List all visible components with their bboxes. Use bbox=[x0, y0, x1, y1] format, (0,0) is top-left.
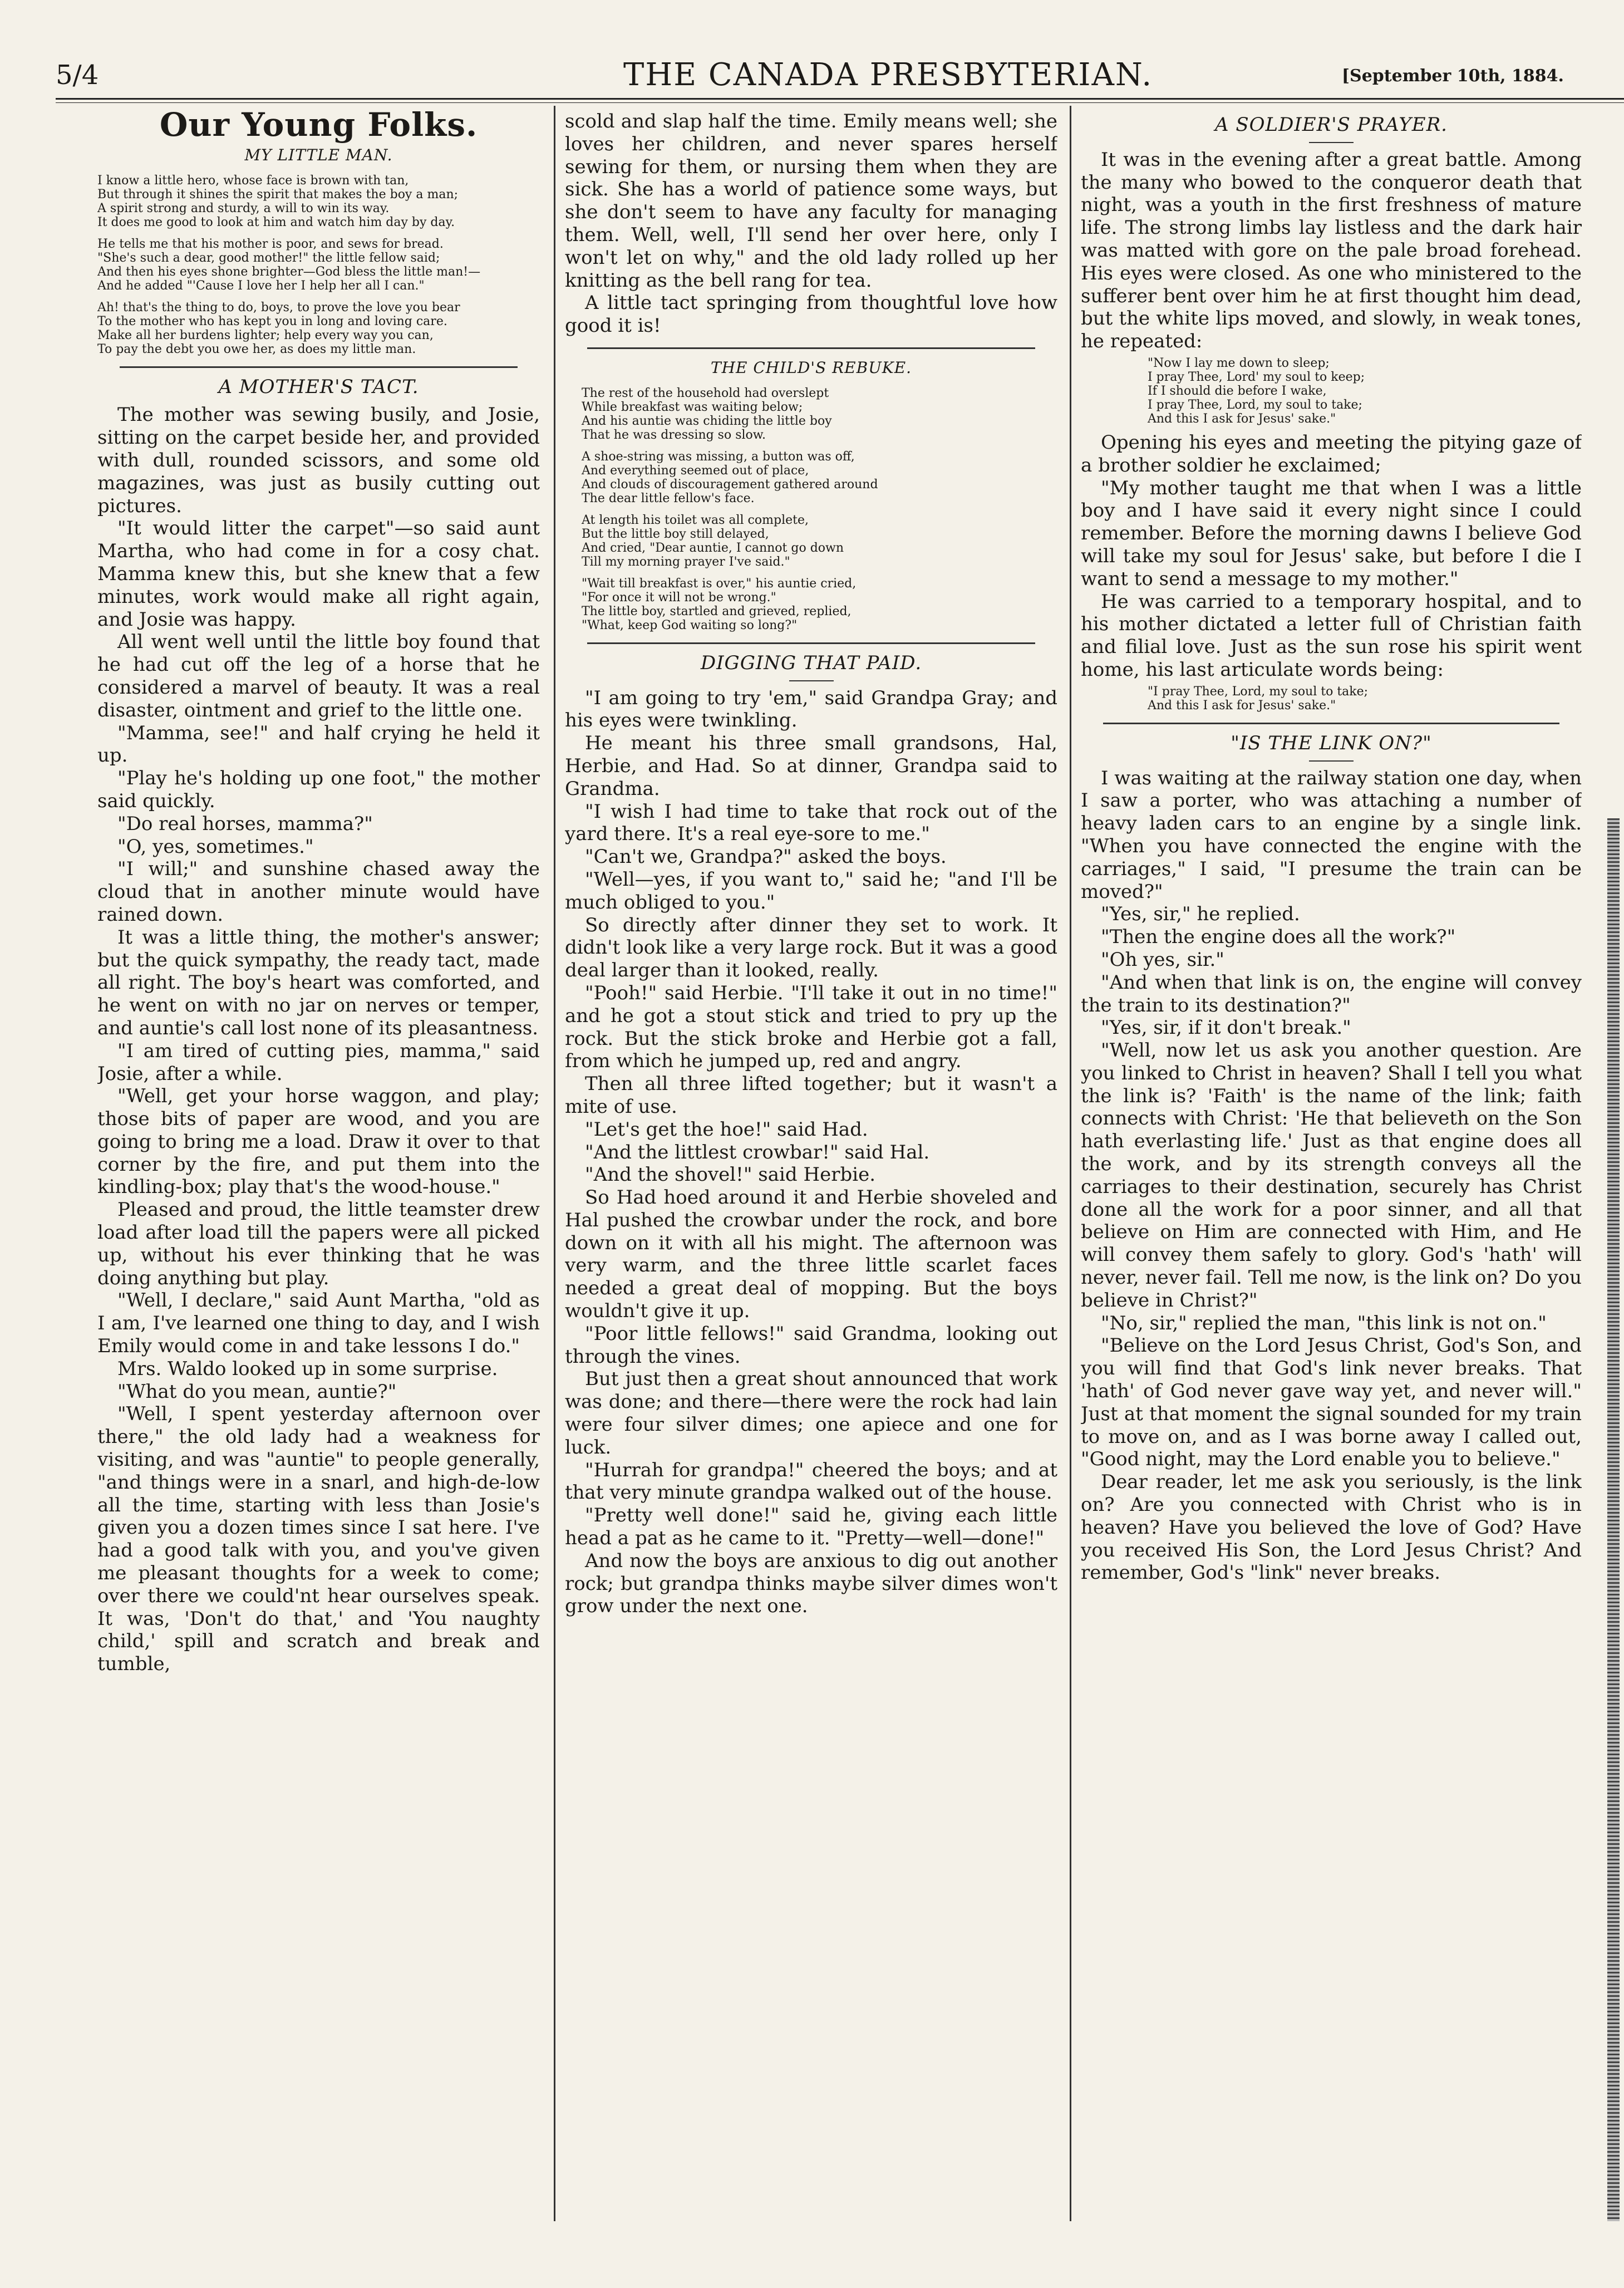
stanza-gap bbox=[565, 505, 1057, 513]
paragraph: "I am tired of cutting pies, mamma," said Josie, after a while. bbox=[97, 1039, 540, 1085]
article-body bbox=[1081, 431, 1582, 681]
header-rule bbox=[56, 98, 1624, 100]
paragraph: "No, sir," replied the man, "this link is not on." bbox=[1101, 1312, 1547, 1334]
column-3 bbox=[1081, 110, 1582, 2226]
verse-line: "Wait till breakfast is over," his auntie cried, bbox=[582, 576, 857, 591]
stanza-gap bbox=[565, 442, 1057, 450]
verse-line: The little boy, startled and grieved, replied, bbox=[582, 604, 852, 618]
verse-line: The dear little fellow's face. bbox=[582, 491, 755, 505]
paragraph: Pleased and proud, the little teamster drew load after load till the papers were all picked up, without his ever thinking that he was doing anything but play. bbox=[97, 1199, 540, 1289]
verse-line: "For once it will not be wrong." bbox=[582, 590, 776, 605]
verse-line: If I should die before I wake, bbox=[1148, 384, 1327, 398]
verse-line: That he was dressing so slow. bbox=[582, 428, 766, 442]
stanza-gap bbox=[97, 229, 540, 237]
paragraph: "Hurrah for grandpa!" cheered the boys; and at that very minute grandpa walked out of the house. bbox=[565, 1459, 1057, 1504]
article-body bbox=[1081, 767, 1582, 1585]
paragraph: "Pretty well done!" said he, giving each little head a pat as he came to it. "Pretty—well—done!" bbox=[565, 1504, 1057, 1550]
verse-line: To the mother who has kept you in long and loving care. bbox=[97, 314, 447, 328]
article-title: "IS THE LINK ON?" bbox=[1231, 731, 1432, 754]
verse-line: Till my morning prayer I've said." bbox=[582, 554, 790, 569]
paragraph: "Play he's holding up one foot," the mother said quickly. bbox=[97, 767, 540, 812]
paragraph: "I wish I had time to take that rock out of the yard there. It's a real eye-sore to me." bbox=[565, 800, 1057, 846]
paragraph: "Let's get the hoe!" said Had. bbox=[585, 1118, 868, 1141]
verse-line: "What, keep God waiting so long?" bbox=[582, 618, 798, 632]
title-underline bbox=[1309, 142, 1354, 143]
section-separator bbox=[587, 347, 1035, 349]
stanza-gap bbox=[565, 569, 1057, 577]
verse-line: At length his toilet was all complete, bbox=[582, 513, 809, 527]
article-body bbox=[1081, 149, 1582, 353]
poem-title: THE CHILD'S REBUKE. bbox=[710, 358, 912, 377]
paragraph: "Yes, sir, if it don't break." bbox=[1101, 1017, 1351, 1039]
column-1 bbox=[97, 110, 540, 2226]
page-edge-scan-artifact bbox=[1607, 818, 1620, 2221]
verse-line: I pray Thee, Lord' my soul to keep; bbox=[1148, 370, 1365, 384]
paragraph: I was waiting at the railway station one day, when I saw a porter, who was attaching a number of heavy laden cars to an engine by a single link. "When you have connected the engine with the carriages," I said, "I presume the train can be moved?" bbox=[1081, 767, 1582, 903]
column-2 bbox=[565, 110, 1057, 2226]
section-heading: Our Young Folks. bbox=[159, 110, 478, 144]
paragraph: "Believe on the Lord Jesus Christ, God's Son, and you will find that God's link never breaks. That 'hath' of God never gave way yet, and never will." Just at that moment the signal sounded for my train to move on, and as I was borne away I called out, "Good night, may the Lord enable you to believe." bbox=[1081, 1334, 1582, 1471]
paragraph: "I am going to try 'em," said Grandpa Gray; and his eyes were twinkling. bbox=[565, 686, 1057, 732]
paragraph: Mrs. Waldo looked up in some surprise. bbox=[117, 1357, 498, 1380]
verse-line: And his auntie was chiding the little boy bbox=[582, 414, 832, 428]
verse-line: The rest of the household had overslept bbox=[582, 386, 829, 400]
paragraph: He meant his three small grandsons, Hal, Herbie, and Had. So at dinner, Grandpa said to Grandma. bbox=[565, 732, 1057, 800]
verse-line: And this I ask for Jesus' sake." bbox=[1148, 698, 1336, 713]
newspaper-title: THE CANADA PRESBYTERIAN. bbox=[623, 57, 1153, 93]
article-title: DIGGING THAT PAID. bbox=[700, 651, 922, 674]
article-title: A SOLDIER'S PRAYER. bbox=[1215, 114, 1448, 136]
issue-date: [September 10th, 1884. bbox=[1341, 66, 1564, 86]
paragraph: The mother was sewing busily, and Josie, sitting on the carpet beside her, and provided with dull, rounded scissors, and some old magazines, was just as busily cutting out pictures. bbox=[97, 404, 540, 517]
verse-line: He tells me that his mother is poor, and sews for bread. bbox=[97, 237, 444, 251]
verse-line: And cried, "Dear auntie, I cannot go down bbox=[582, 541, 844, 555]
section-separator bbox=[120, 366, 518, 368]
paragraph: "Poor little fellows!" said Grandma, looking out through the vines. bbox=[565, 1322, 1057, 1368]
verse-line: I know a little hero, whose face is brown with tan, bbox=[97, 173, 409, 188]
paragraph: "Well, get your horse waggon, and play; those bits of paper are wood, and you are going to bring me a load. Draw it over to that corner by the fire, and put them into the kindling-box; play that's the wood-house." bbox=[97, 1085, 540, 1199]
paragraph: "My mother taught me that when I was a little boy and I have said it every night since I could remember. Before the morning dawns I believe God will take my soul for Jesus' sake, but before I die I want to send a message to my mother." bbox=[1081, 477, 1582, 590]
section-separator bbox=[1103, 723, 1559, 724]
poem-title: MY LITTLE MAN. bbox=[244, 145, 393, 164]
title-underline bbox=[789, 680, 834, 681]
paragraph: So Had hoed around it and Herbie shoveled and Hal pushed the crowbar under the rock, and bore down on it with all his might. The afternoon was very warm, and the three little scarlet faces needed a great deal of mopping. But the boys wouldn't give it up. bbox=[565, 1186, 1057, 1323]
verse-line: And everything seemed out of place, bbox=[582, 463, 809, 478]
verse-line: A shoe-string was missing, a button was off, bbox=[582, 449, 855, 464]
paragraph: Dear reader, let me ask you seriously, is the link on? Are you connected with Christ who is in heaven? Have you believed the love of God? Have you received His Son, the Lord Jesus Christ? And remember, God's "link" never breaks. bbox=[1081, 1471, 1582, 1584]
article-body bbox=[97, 404, 540, 1676]
paragraph: scold and slap half the time. Emily means well; she loves her children, and never spares herself sewing for them, or nursing them when they are sick. She has a world of patience some ways, but she don't seem to have any faculty for managing them. Well, well, I'll send her over here, only I won't let on why," and the old lady rolled up her knitting as the bell rang for tea. bbox=[565, 110, 1057, 292]
verse-line: And this I ask for Jesus' sake." bbox=[1148, 411, 1336, 426]
paragraph: "O, yes, sometimes." bbox=[117, 835, 314, 858]
paragraph: "Well, I declare," said Aunt Martha, "old as I am, I've learned one thing to day, and I wish Emily would come in and take lessons I do." bbox=[97, 1289, 540, 1358]
paragraph: It was a little thing, the mother's answer; but the quick sympathy, the ready tact, made all right. The boy's heart was comforted, and he went on with no jar on nerves or temper, and auntie's call lost none of its pleasantness. bbox=[97, 926, 540, 1039]
stanza-gap bbox=[97, 293, 540, 301]
paragraph: "Can't we, Grandpa?" asked the boys. bbox=[585, 846, 947, 868]
verse-line: To pay the debt you owe her, as does my little man. bbox=[97, 342, 416, 356]
paragraph: "Well—yes, if you want to," said he; "and I'll be much obliged to you." bbox=[565, 868, 1057, 914]
paragraph: "Well, I spent yesterday afternoon over there," the old lady had a weakness for visiting, and was "auntie" to people generally, "and things were in a snarl, and high-de-low all the time, starting with less than Josie's given you a dozen times since I sat here. I've had a good talk with you, and you've given me pleasant thoughts for a week to come; over there we could'nt hear ourselves speak. It was, 'Don't do that,' and 'You naughty child,' spill and scratch and break and tumble, bbox=[97, 1403, 540, 1676]
masthead bbox=[56, 55, 1624, 96]
verse-line: A spirit strong and sturdy, a will to win its way. bbox=[97, 201, 390, 215]
paragraph: Then all three lifted together; but it wasn't a mite of use. bbox=[565, 1073, 1057, 1118]
paragraph: But just then a great shout announced that work was done; and there—there were the rock had lain were four silver dimes; one apiece and one for luck. bbox=[565, 1368, 1057, 1459]
poem bbox=[565, 386, 1057, 632]
prayer-verse bbox=[1081, 685, 1582, 713]
paragraph: And now the boys are anxious to dig out another rock; but grandpa thinks maybe silver dimes won't grow under the next one. bbox=[565, 1549, 1057, 1618]
article-title: A MOTHER'S TACT. bbox=[218, 375, 419, 398]
title-underline bbox=[1309, 760, 1354, 762]
paragraph: All went well until the little boy found that he had cut off the leg of a horse that he considered a marvel of beauty. It was a real disaster, ointment and grief to the little one. bbox=[97, 631, 540, 721]
verse-line: "Now I lay me down to sleep; bbox=[1148, 356, 1330, 370]
paragraph: "Yes, sir," he replied. bbox=[1101, 903, 1300, 926]
article-body-continued bbox=[565, 110, 1057, 337]
verse-line: But through it shines the spirit that makes the boy a man; bbox=[97, 187, 459, 202]
column-divider-1 bbox=[554, 106, 555, 2221]
article-body bbox=[565, 687, 1057, 1618]
column-divider-2 bbox=[1070, 106, 1071, 2221]
verse-line: Ah! that's the thing to do, boys, to prove the love you bear bbox=[97, 300, 460, 315]
paragraph: He was carried to a temporary hospital, and to his mother dictated a letter full of Christian faith and filial love. Just as the sun rose his spirit went home, his last articulate words being: bbox=[1081, 590, 1582, 681]
verse-line: And then his eyes shone brighter—God bless the little man!— bbox=[97, 264, 481, 279]
verse-line: I pray Thee, Lord, my soul to take; bbox=[1148, 397, 1362, 412]
verse-line: And he added "'Cause I love her I help her all I can." bbox=[97, 278, 425, 293]
header-rule-thin bbox=[56, 102, 1624, 103]
verse-line: While breakfast was waiting below; bbox=[582, 400, 803, 414]
section-separator bbox=[587, 642, 1035, 644]
paragraph: "Mamma, see!" and half crying he held it up. bbox=[97, 721, 540, 767]
paragraph: "I will;" and sunshine chased away the cloud that in another minute would have rained down. bbox=[97, 858, 540, 926]
paragraph: "What do you mean, auntie?" bbox=[117, 1380, 397, 1403]
page-number: 5/4 bbox=[56, 60, 99, 91]
paragraph: "And when that link is on, the engine will convey the train to its destination?" bbox=[1081, 971, 1582, 1017]
poem bbox=[97, 174, 540, 356]
paragraph: Opening his eyes and meeting the pitying gaze of a brother soldier he exclaimed; bbox=[1081, 431, 1582, 477]
paragraph: "Do real horses, mamma?" bbox=[117, 812, 373, 835]
verse-line: But the little boy still delayed, bbox=[582, 527, 769, 541]
verse-line: "I pray Thee, Lord, my soul to take; bbox=[1148, 684, 1369, 699]
paragraph: "Oh yes, sir." bbox=[1101, 948, 1224, 971]
paragraph: "It would litter the carpet"—so said aunt Martha, who had come in for a cosy chat. Mamma knew this, but she knew that a few minutes, work would make all right again, and Josie was happy. bbox=[97, 517, 540, 631]
paragraph: It was in the evening after a great battle. Among the many who bowed to the conqueror death that night, was a youth in the first freshness of mature life. The strong limbs lay listless and the dark hair was matted with gore on the pale broad forehead. His eyes were closed. As one who ministered to the sufferer bent over him he at first thought him dead, but the white lips moved, and slowly, in weak tones, he repeated: bbox=[1081, 148, 1582, 353]
prayer-verse bbox=[1081, 356, 1582, 426]
verse-line: "She's such a dear, good mother!" the little fellow said; bbox=[97, 251, 440, 265]
paragraph: "Then the engine does all the work?" bbox=[1101, 926, 1456, 949]
paragraph: "Well, now let us ask you another question. Are you linked to Christ in heaven? Shall I tell you what the link is? 'Faith' is the name of the link; faith connects with Christ: 'He that believeth on the Son hath everlasting life.' Just as that engine does all the work, and by its strength conveys all the carriages to their destination, securely has Christ done all the work for a poor sinner, and all that believe on Him are connected with Him, and He will convey them safely to glory. God's 'hath' will never, never fail. Tell me now, is the link on? Do you believe in Christ?" bbox=[1081, 1039, 1582, 1312]
paragraph: A little tact springing from thoughtful love how good it is! bbox=[565, 292, 1057, 337]
verse-line: And clouds of discouragement gathered around bbox=[582, 477, 878, 492]
verse-line: It does me good to look at him and watch him day by day. bbox=[97, 215, 455, 229]
verse-line: Make all her burdens lighter; help every way you can, bbox=[97, 328, 434, 342]
paragraph: So directly after dinner they set to work. It didn't look like a very large rock. But it was a good deal larger than it looked, really. bbox=[565, 914, 1057, 982]
paragraph: "Pooh!" said Herbie. "I'll take it out in no time!" and he got a stout stick and tried to pry up the rock. But the stick broke and Herbie got a fall, from which he jumped up, red and angry. bbox=[565, 981, 1057, 1073]
paragraph: "And the littlest crowbar!" said Hal. bbox=[585, 1141, 930, 1163]
paragraph: "And the shovel!" said Herbie. bbox=[585, 1163, 876, 1186]
